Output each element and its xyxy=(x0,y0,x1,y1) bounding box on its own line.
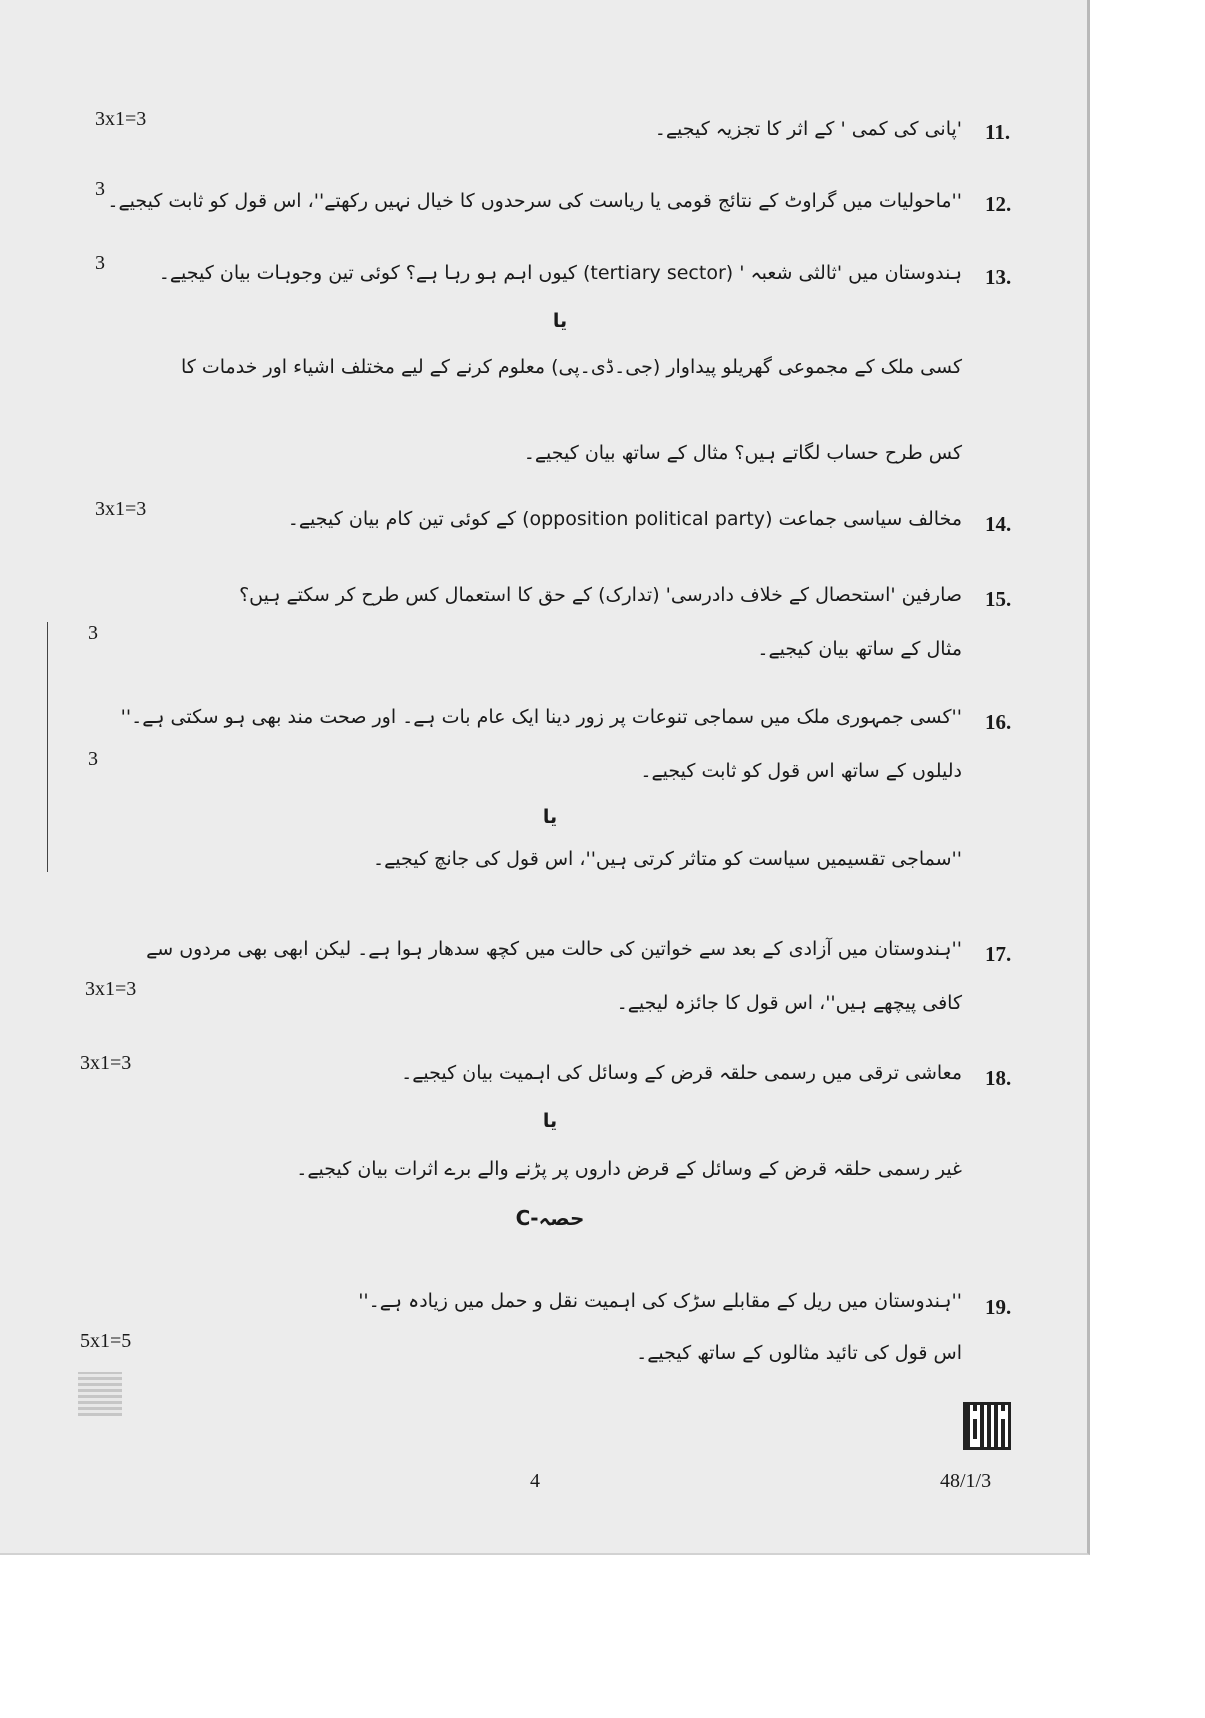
question-number: 11. xyxy=(985,120,1011,144)
question-number: 18. xyxy=(985,1066,1012,1090)
question-marks: 3x1=3 xyxy=(95,108,147,130)
question-marks: 3x1=3 xyxy=(80,1052,132,1074)
qr-code-icon xyxy=(963,1402,1011,1450)
question-text: ''ہندوستان میں آزادی کے بعد سے خواتین کی حالت میں کچھ سدھار ہوا ہے۔ لیکن ابھی بھی مردوں سے xyxy=(146,938,962,960)
question-number: 14. xyxy=(985,512,1012,536)
or-divider: یا xyxy=(552,310,568,332)
section-c-heading: حصہ-C xyxy=(515,1206,585,1230)
question-text: ''ہندوستان میں ریل کے مقابلے سڑک کی اہمیت نقل و حمل میں زیادہ ہے۔'' xyxy=(358,1290,962,1312)
question-alt-text: غیر رسمی حلقہ قرض کے وسائل کے قرض داروں پر پڑنے والے برے اثرات بیان کیجیے۔ xyxy=(296,1158,962,1180)
question-number: 16. xyxy=(985,710,1012,734)
question-marks: 3x1=3 xyxy=(95,498,147,520)
or-divider: یا xyxy=(542,1110,558,1132)
faded-qr-code-icon xyxy=(78,1372,122,1416)
question-text: ''کسی جمہوری ملک میں سماجی تنوعات پر زور دینا ایک عام بات ہے۔ اور صحت مند بھی ہو سکتی ہے۔'' xyxy=(120,706,962,728)
question-number: 17. xyxy=(985,942,1012,966)
page-number: 4 xyxy=(530,1470,540,1492)
question-marks: 3 xyxy=(95,178,105,200)
question-marks: 3x1=3 xyxy=(85,978,137,1000)
question-text: 'پانی کی کمی ' کے اثر کا تجزیہ کیجیے۔ xyxy=(654,118,962,140)
question-text: ''ماحولیات میں گراوٹ کے نتائج قومی یا ریاست کی سرحدوں کا خیال نہیں رکھتے''، اس قول کو ثابت کیجیے۔ xyxy=(107,190,962,212)
question-text: کافی پیچھے ہیں''، اس قول کا جائزہ لیجیے۔ xyxy=(616,992,962,1014)
question-alt-text: کسی ملک کے مجموعی گھریلو پیداوار (جی۔ڈی۔پی) معلوم کرنے کے لیے مختلف اشیاء اور خدمات کا xyxy=(180,356,962,378)
question-alt-text: ''سماجی تقسیمیں سیاست کو متاثر کرتی ہیں''، اس قول کی جانچ کیجیے۔ xyxy=(372,848,962,870)
question-marks: 3 xyxy=(88,622,98,644)
question-text: مخالف سیاسی جماعت (opposition political party) کے کوئی تین کام بیان کیجیے۔ xyxy=(287,508,962,530)
question-number: 13. xyxy=(985,265,1012,289)
question-text: ہندوستان میں 'ثالثی شعبہ ' (tertiary sector) کیوں اہم ہو رہا ہے؟ کوئی تین وجوہات بیان کیجیے۔ xyxy=(158,262,962,284)
question-text: صارفین 'استحصال کے خلاف دادرسی' (تدارک) کے حق کا استعمال کس طرح کر سکتے ہیں؟ xyxy=(239,584,962,606)
question-alt-text: کس طرح حساب لگاتے ہیں؟ مثال کے ساتھ بیان کیجیے۔ xyxy=(523,442,962,464)
question-text: اس قول کی تائید مثالوں کے ساتھ کیجیے۔ xyxy=(636,1342,962,1364)
question-text: دلیلوں کے ساتھ اس قول کو ثابت کیجیے۔ xyxy=(640,760,962,782)
question-marks: 3 xyxy=(88,748,98,770)
question-number: 19. xyxy=(985,1295,1012,1319)
question-number: 15. xyxy=(985,587,1012,611)
paper-code: 48/1/3 xyxy=(940,1470,992,1492)
question-text: مثال کے ساتھ بیان کیجیے۔ xyxy=(757,638,962,660)
question-text: معاشی ترقی میں رسمی حلقہ قرض کے وسائل کی اہمیت بیان کیجیے۔ xyxy=(401,1062,962,1084)
or-divider: یا xyxy=(542,806,558,828)
question-number: 12. xyxy=(985,192,1012,216)
question-marks: 5x1=5 xyxy=(80,1330,132,1352)
question-marks: 3 xyxy=(95,252,105,274)
margin-bracket-line xyxy=(47,622,48,872)
